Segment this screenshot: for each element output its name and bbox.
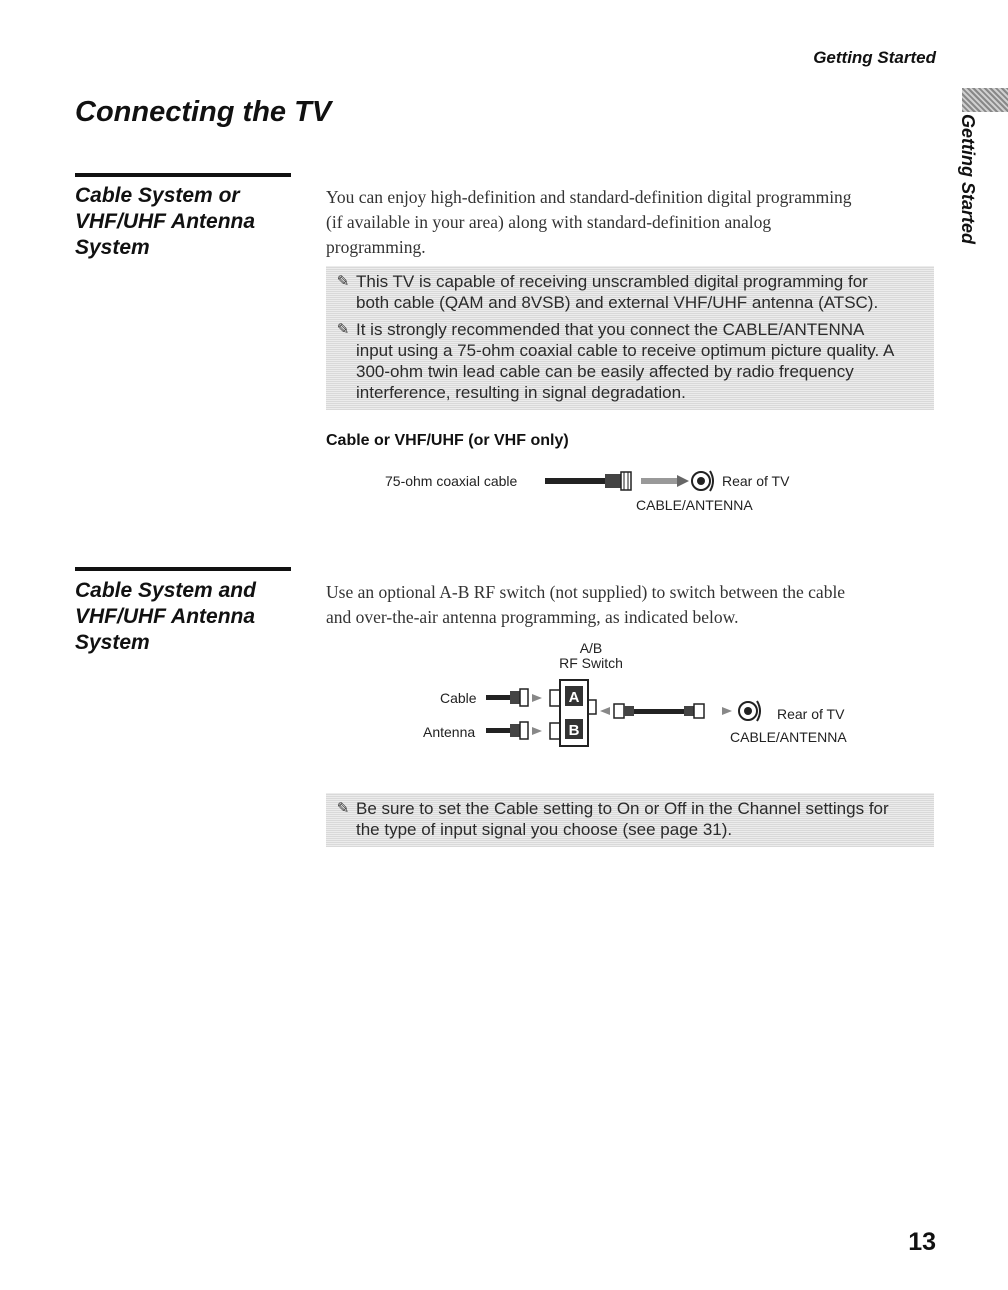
rf-jack-icon	[692, 471, 713, 491]
diagram2-antenna-label: Antenna	[423, 724, 476, 740]
section1-body-line: programming.	[326, 237, 426, 257]
page-number: 13	[908, 1228, 936, 1256]
coax-cable-icon	[545, 472, 631, 490]
switch-port-b-label: B	[568, 722, 580, 739]
section2-rule	[75, 567, 291, 571]
section1-body	[326, 185, 936, 260]
page-title: Connecting the TV	[75, 96, 332, 128]
section1-heading	[75, 183, 305, 261]
note-text	[356, 319, 928, 403]
cable-input-connector-icon	[486, 689, 542, 706]
rf-jack-icon	[739, 701, 760, 721]
note-line: This TV is capable of receiving unscrambled digital programming for	[356, 272, 868, 291]
note-text	[356, 271, 928, 313]
section2-body	[326, 580, 936, 630]
diagram2-cable-label: Cable	[440, 690, 477, 706]
section2-heading-line: System	[75, 631, 150, 654]
note-pencil-icon: ✎	[336, 321, 350, 338]
diagram1-connection-graphic	[545, 468, 717, 494]
section1-body-line: You can enjoy high-definition and standard-definition digital programming	[326, 187, 852, 207]
note-item	[326, 270, 934, 314]
section2-body-line: and over-the-air antenna programming, as indicated below.	[326, 607, 739, 627]
section1-heading-line: Cable System or	[75, 184, 240, 207]
diagram1-cable-label: 75-ohm coaxial cable	[385, 473, 518, 489]
section2-note-box	[326, 793, 934, 847]
note-line: both cable (QAM and 8VSB) and external VHF/UHF antenna (ATSC).	[356, 293, 879, 312]
side-tab	[948, 114, 978, 264]
section1-heading-line: System	[75, 236, 150, 259]
diagram2-switch-label	[556, 641, 626, 671]
side-thumb-bar	[962, 88, 1008, 112]
section1-body-line: (if available in your area) along with standard-definition analog	[326, 212, 772, 232]
antenna-input-connector-icon	[486, 722, 542, 739]
note-text	[356, 798, 928, 840]
diagram1-heading: Cable or VHF/UHF (or VHF only)	[326, 432, 569, 449]
header-section-title: Getting Started	[813, 48, 936, 67]
diagram1-rear-label: Rear of TV	[722, 473, 790, 489]
note-line: 300-ohm twin lead cable can be easily affected by radio frequency	[356, 362, 854, 381]
arrow-icon	[641, 475, 689, 487]
diagram2-jack-label: CABLE/ANTENNA	[730, 729, 847, 745]
note-pencil-icon: ✎	[336, 273, 350, 290]
diagram2-rear-label: Rear of TV	[777, 706, 845, 722]
note-line: It is strongly recommended that you connect the CABLE/ANTENNA	[356, 320, 865, 339]
section2-body-line: Use an optional A-B RF switch (not supplied) to switch between the cable	[326, 582, 846, 602]
note-line: input using a 75-ohm coaxial cable to receive optimum picture quality. A	[356, 341, 895, 360]
note-line: interference, resulting in signal degradation.	[356, 383, 686, 402]
section2-heading-line: Cable System and	[75, 579, 256, 602]
switch-label-line: A/B	[579, 640, 603, 656]
side-tab-label: Getting Started	[958, 114, 978, 245]
diagram1-jack-label: CABLE/ANTENNA	[636, 497, 753, 513]
section1-heading-line: VHF/UHF Antenna	[75, 210, 256, 233]
output-coax-cable-icon	[600, 704, 732, 718]
section1-note-box	[326, 266, 934, 410]
switch-port-a-label: A	[568, 689, 580, 706]
note-item	[326, 318, 934, 404]
note-item	[326, 797, 934, 841]
note-line: the type of input signal you choose (see page 31).	[356, 820, 733, 839]
switch-label-line: RF Switch	[559, 655, 623, 671]
section2-heading	[75, 578, 305, 656]
note-pencil-icon: ✎	[336, 800, 350, 817]
section2-heading-line: VHF/UHF Antenna	[75, 605, 256, 628]
note-line: Be sure to set the Cable setting to On or Off in the Channel settings for	[356, 799, 889, 818]
section1-rule	[75, 173, 291, 177]
